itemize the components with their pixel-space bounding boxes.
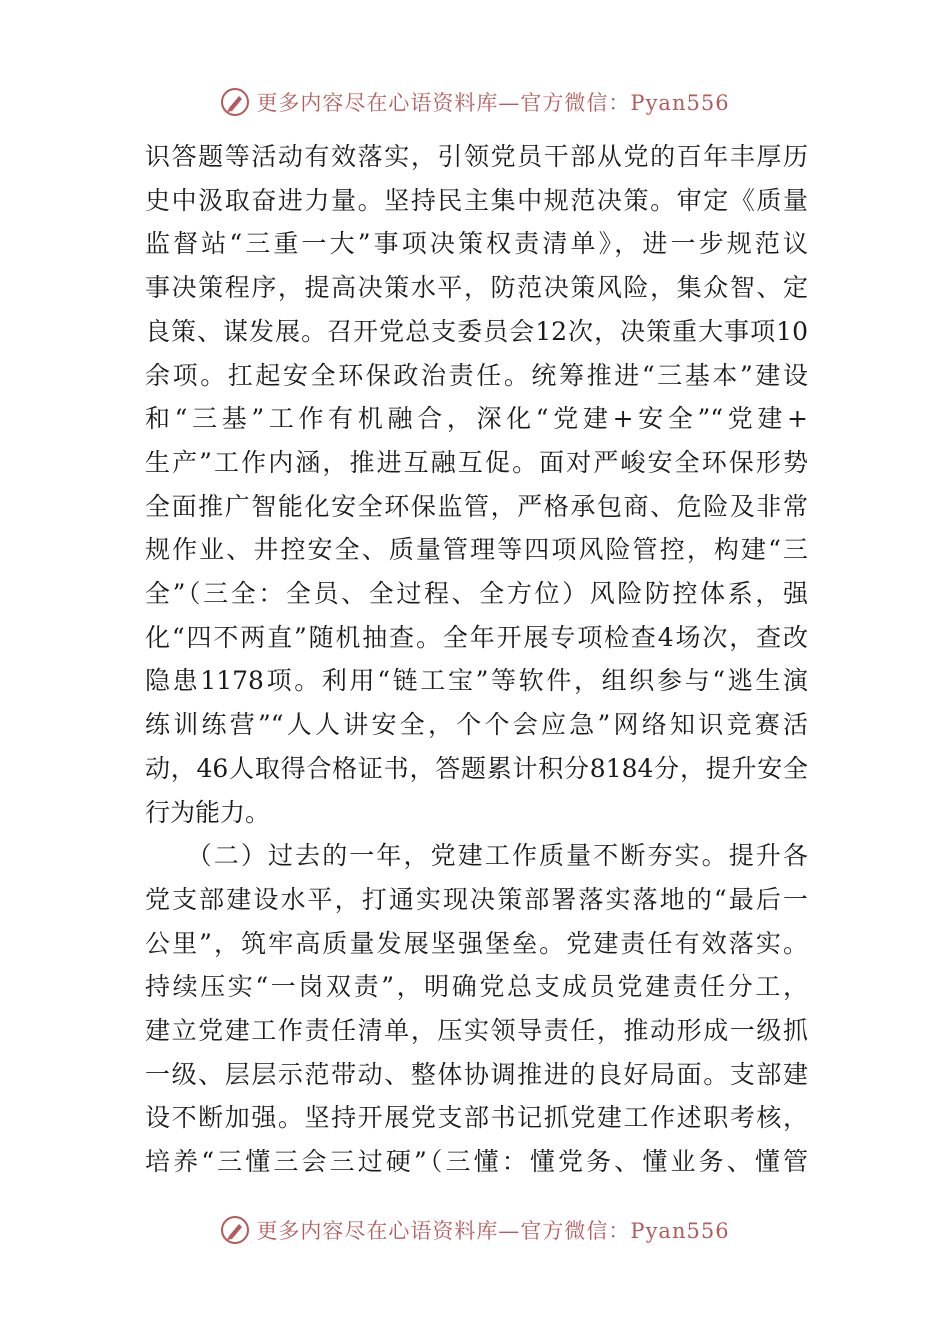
paragraph-2 — [145, 834, 808, 1184]
text-line: 党支部建设水平，打通实现决策部署落实落地的“最后一 — [145, 884, 808, 914]
text-line: 史中汲取奋进力量。坚持民主集中规范决策。审定《质量 — [145, 185, 808, 215]
pen-nib-circle-icon — [220, 87, 250, 117]
text-line: 隐患1178项。利用“链工宝”等软件，组织参与“逃生演 — [145, 666, 808, 696]
text-line: 识答题等活动有效落实，引领党员干部从党的百年丰厚历 — [145, 142, 808, 171]
text-line: 事决策程序，提高决策水平，防范决策风险，集众智、定 — [145, 273, 808, 303]
text-line: 全面推广智能化安全环保监管，严格承包商、危险及非常 — [145, 491, 808, 521]
text-line: 设不断加强。坚持开展党支部书记抓党建工作述职考核， — [145, 1103, 808, 1133]
text-line: 全”（三全：全员、全过程、全方位）风险防控体系，强 — [145, 579, 808, 609]
paragraph-1 — [145, 135, 808, 834]
text-line: （二）过去的一年，党建工作质量不断夯实。提升各 — [145, 841, 808, 871]
text-line: 监督站“三重一大”事项决策权责清单》，进一步规范议 — [145, 229, 808, 259]
pen-nib-circle-icon — [220, 1215, 250, 1245]
text-line: 良策、谋发展。召开党总支委员会12次，决策重大事项10 — [145, 316, 808, 346]
footer-watermark-text: 更多内容尽在心语资料库—官方微信：Pyan556 — [256, 1219, 730, 1243]
text-line: 一级、层层示范带动、整体协调推进的良好局面。支部建 — [145, 1059, 808, 1089]
text-line: 公里”，筑牢高质量发展坚强堡垒。党建责任有效落实。 — [145, 928, 808, 958]
header-watermark-text: 更多内容尽在心语资料库—官方微信：Pyan556 — [256, 91, 730, 115]
footer-watermark-banner — [0, 1210, 950, 1250]
text-line: 动，46人取得合格证书，答题累计积分8184分，提升安全 — [145, 753, 808, 783]
text-line: 培养“三懂三会三过硬”（三懂：懂党务、懂业务、懂管 — [145, 1147, 808, 1177]
document-body — [145, 135, 808, 1184]
text-line: 练训练营”“人人讲安全，个个会应急”网络知识竞赛活 — [145, 710, 808, 740]
text-line: 和“三基”工作有机融合，深化“党建+安全”“党建+ — [145, 404, 808, 434]
text-line: 规作业、井控安全、质量管理等四项风险管控，构建“三 — [145, 535, 808, 565]
text-line: 持续压实“一岗双责”，明确党总支成员党建责任分工， — [145, 972, 808, 1002]
text-line: 化“四不两直”随机抽查。全年开展专项检查4场次，查改 — [145, 622, 808, 652]
text-line: 行为能力。 — [145, 797, 271, 827]
header-watermark-banner — [0, 82, 950, 122]
text-line: 余项。扛起安全环保政治责任。统筹推进“三基本”建设 — [145, 360, 808, 390]
text-line: 建立党建工作责任清单，压实领导责任，推动形成一级抓 — [145, 1016, 808, 1046]
text-line: 生产”工作内涵，推进互融互促。面对严峻安全环保形势 — [145, 447, 808, 477]
